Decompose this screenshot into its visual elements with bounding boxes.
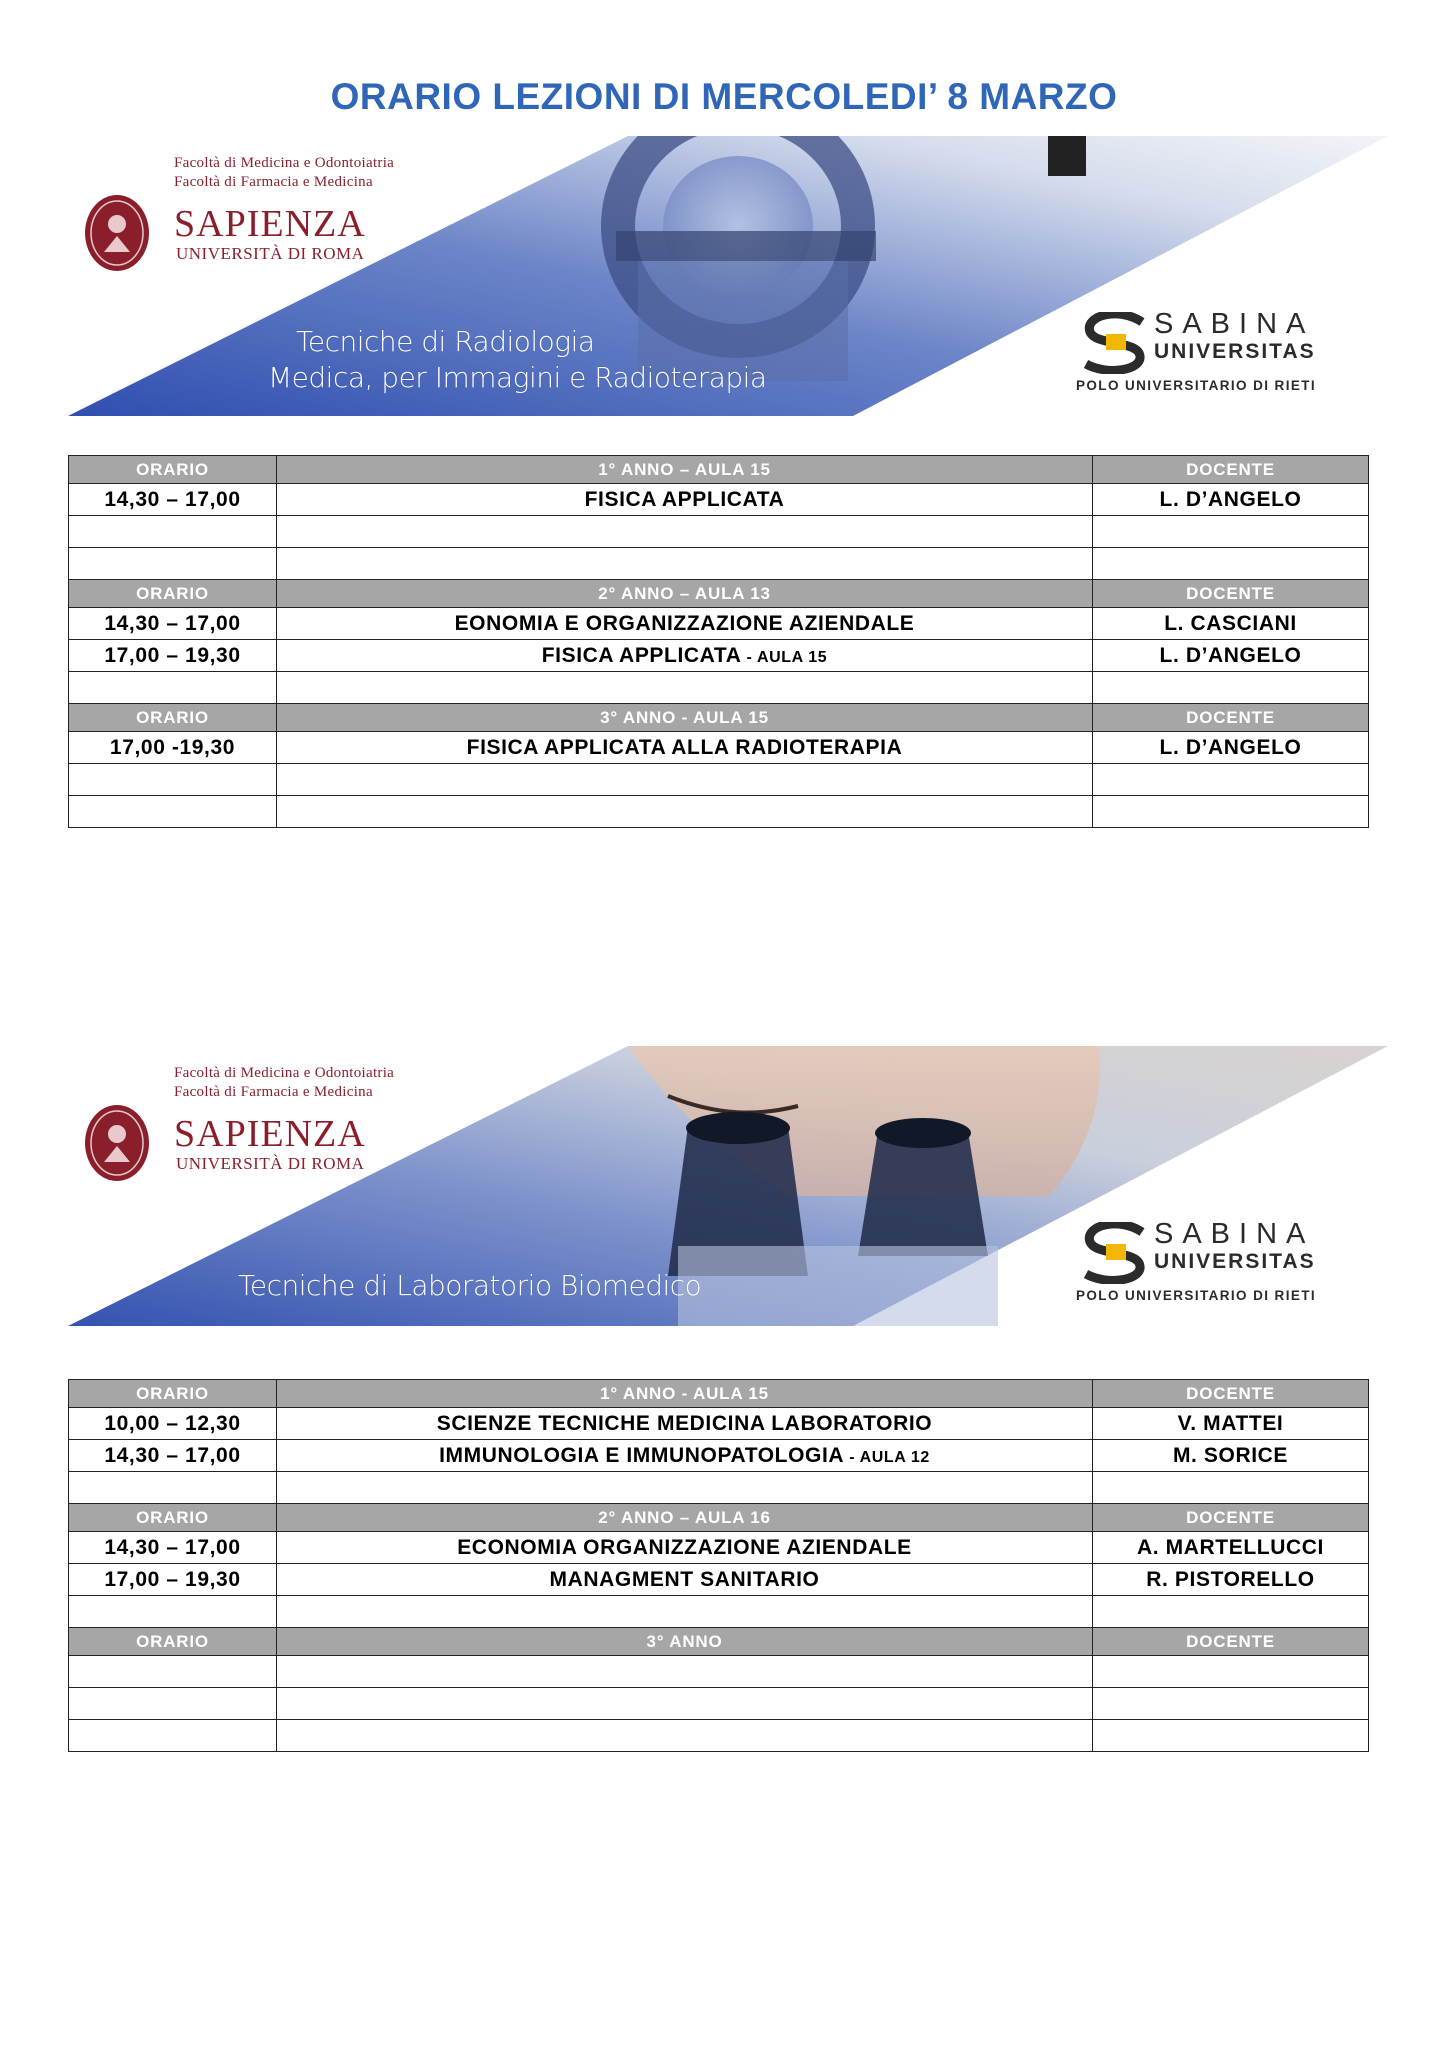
cell-teacher: [1093, 672, 1369, 704]
cell-time: 10,00 – 12,30: [69, 1408, 277, 1440]
cell-teacher: L. CASCIANI: [1093, 608, 1369, 640]
faculty-line-1: Facoltà di Medicina e Odontoiatria: [174, 155, 395, 171]
cell-teacher: R. PISTORELLO: [1093, 1564, 1369, 1596]
table-row: [69, 796, 1369, 828]
table-header-row: [69, 1628, 1369, 1656]
course-line-1: Tecniche di Radiologia: [296, 325, 595, 358]
cell-time: 17,00 -19,30: [69, 732, 277, 764]
schedule-table-radiologia: [68, 455, 1369, 828]
table-row: [69, 1656, 1369, 1688]
header-time: ORARIO: [69, 580, 277, 608]
cell-teacher: L. D’ANGELO: [1093, 732, 1369, 764]
header-time: ORARIO: [69, 704, 277, 732]
cell-subject: [277, 548, 1093, 580]
cell-teacher: [1093, 764, 1369, 796]
cell-teacher: [1093, 1472, 1369, 1504]
cell-time: [69, 796, 277, 828]
cell-time: 17,00 – 19,30: [69, 1564, 277, 1596]
table-row: [69, 1596, 1369, 1628]
faculty-names: [174, 154, 394, 192]
cell-time: 14,30 – 17,00: [69, 608, 277, 640]
table-row: [69, 672, 1369, 704]
table-row: [69, 732, 1369, 764]
cell-subject: [277, 608, 1093, 640]
header-teacher: DOCENTE: [1093, 704, 1369, 732]
cell-teacher: [1093, 548, 1369, 580]
course-line-2: Medica, per Immagini e Radioterapia: [268, 361, 767, 394]
course-line-1: Tecniche di Laboratorio Biomedico: [238, 1269, 702, 1302]
cell-subject: [277, 1440, 1093, 1472]
cell-time: [69, 1472, 277, 1504]
cell-time: [69, 1596, 277, 1628]
table-row: [69, 516, 1369, 548]
cell-teacher: L. D’ANGELO: [1093, 484, 1369, 516]
subject-text: FISICA APPLICATA: [541, 643, 742, 667]
cell-time: 14,30 – 17,00: [69, 1532, 277, 1564]
cell-teacher: L. D’ANGELO: [1093, 640, 1369, 672]
page-title: ORARIO LEZIONI DI MERCOLEDI’ 8 MARZO: [330, 76, 1118, 117]
room-suffix: - AULA 12: [844, 1448, 930, 1466]
cell-teacher: V. MATTEI: [1093, 1408, 1369, 1440]
room-suffix: - AULA 15: [741, 648, 828, 666]
cell-subject: [277, 1472, 1093, 1504]
cell-time: [69, 1720, 277, 1752]
header-subject: 2° ANNO – AULA 16: [277, 1504, 1093, 1532]
cell-subject: [277, 640, 1093, 672]
cell-time: [69, 516, 277, 548]
header-teacher: DOCENTE: [1093, 1380, 1369, 1408]
table-row: [69, 1720, 1369, 1752]
cell-teacher: [1093, 796, 1369, 828]
header-subject: 1° ANNO – AULA 15: [277, 456, 1093, 484]
table-row: [69, 764, 1369, 796]
table-row: [69, 484, 1369, 516]
faculty-line-1: Facoltà di Medicina e Odontoiatria: [174, 1065, 395, 1081]
university-city: UNIVERSITÀ DI ROMA: [176, 244, 365, 263]
header-subject: 3° ANNO - AULA 15: [277, 704, 1093, 732]
table-header-row: [69, 1504, 1369, 1532]
cell-subject: [277, 732, 1093, 764]
cell-subject: [277, 672, 1093, 704]
header-teacher: DOCENTE: [1093, 580, 1369, 608]
header-time: ORARIO: [69, 456, 277, 484]
cell-time: 14,30 – 17,00: [69, 484, 277, 516]
partner-name: SABINA: [1154, 308, 1315, 340]
cell-subject: [277, 1656, 1093, 1688]
schedule-table-laboratorio: [68, 1379, 1369, 1752]
cell-time: [69, 548, 277, 580]
table-row: [69, 1688, 1369, 1720]
cell-subject: [277, 1720, 1093, 1752]
subject-text: EONOMIA E ORGANIZZAZIONE AZIENDALE: [454, 611, 915, 635]
course-name-laboratorio: [238, 1268, 701, 1304]
cell-time: [69, 1688, 277, 1720]
header-subject: 2° ANNO – AULA 13: [277, 580, 1093, 608]
header-subject: 3° ANNO: [277, 1628, 1093, 1656]
university-city: UNIVERSITÀ DI ROMA: [176, 1154, 365, 1173]
header-time: ORARIO: [69, 1504, 277, 1532]
header-teacher: DOCENTE: [1093, 1628, 1369, 1656]
university-name: SAPIENZA: [174, 203, 366, 245]
cell-teacher: [1093, 516, 1369, 548]
table-row: [69, 1440, 1369, 1472]
sabina-s-icon: [1078, 312, 1150, 374]
cell-subject: [277, 1408, 1093, 1440]
cell-time: 17,00 – 19,30: [69, 640, 277, 672]
cell-time: [69, 672, 277, 704]
table-row: [69, 1564, 1369, 1596]
subject-text: FISICA APPLICATA ALLA RADIOTERAPIA: [466, 735, 903, 759]
header-time: ORARIO: [69, 1380, 277, 1408]
cell-subject: [277, 1532, 1093, 1564]
header-teacher: DOCENTE: [1093, 456, 1369, 484]
table-header-row: [69, 704, 1369, 732]
sabina-s-icon: [1078, 1222, 1150, 1284]
subject-text: ECONOMIA ORGANIZZAZIONE AZIENDALE: [457, 1535, 912, 1559]
table-header-row: [69, 1380, 1369, 1408]
table-row: [69, 1408, 1369, 1440]
header-teacher: DOCENTE: [1093, 1504, 1369, 1532]
subject-text: IMMUNOLOGIA E IMMUNOPATOLOGIA: [439, 1443, 845, 1467]
table-row: [69, 1472, 1369, 1504]
cell-teacher: M. SORICE: [1093, 1440, 1369, 1472]
table-row: [69, 608, 1369, 640]
cell-teacher: [1093, 1720, 1369, 1752]
cell-time: [69, 1656, 277, 1688]
cell-subject: [277, 516, 1093, 548]
subject-text: SCIENZE TECNICHE MEDICINA LABORATORIO: [436, 1411, 933, 1435]
cell-teacher: [1093, 1596, 1369, 1628]
banner-radiologia: [68, 136, 1388, 416]
cell-time: [69, 764, 277, 796]
cell-teacher: [1093, 1656, 1369, 1688]
cell-subject: [277, 1596, 1093, 1628]
partner-tagline: POLO UNIVERSITARIO DI RIETI: [1076, 1288, 1317, 1303]
sapienza-seal-icon: [84, 1104, 150, 1182]
partner-tagline: POLO UNIVERSITARIO DI RIETI: [1076, 378, 1317, 393]
sabina-logo: [1068, 1216, 1368, 1316]
partner-sub: UNIVERSITAS: [1154, 340, 1316, 363]
table-header-row: [69, 580, 1369, 608]
cell-subject: [277, 484, 1093, 516]
cell-subject: [277, 764, 1093, 796]
cell-subject: [277, 796, 1093, 828]
faculty-line-2: Facoltà di Farmacia e Medicina: [174, 174, 373, 190]
cell-subject: [277, 1564, 1093, 1596]
header-subject: 1° ANNO - AULA 15: [277, 1380, 1093, 1408]
partner-name: SABINA: [1154, 1218, 1315, 1250]
course-name-radiologia: [268, 324, 767, 396]
faculty-names: [174, 1064, 394, 1102]
sabina-logo: [1068, 306, 1368, 406]
subject-text: MANAGMENT SANITARIO: [549, 1567, 820, 1591]
sapienza-seal-icon: [84, 194, 150, 272]
cell-teacher: A. MARTELLUCCI: [1093, 1532, 1369, 1564]
cell-subject: [277, 1688, 1093, 1720]
cell-teacher: [1093, 1688, 1369, 1720]
table-header-row: [69, 456, 1369, 484]
cell-time: 14,30 – 17,00: [69, 1440, 277, 1472]
table-row: [69, 1532, 1369, 1564]
banner-laboratorio: [68, 1046, 1388, 1326]
subject-text: FISICA APPLICATA: [584, 487, 785, 511]
partner-sub: UNIVERSITAS: [1154, 1250, 1316, 1273]
header-time: ORARIO: [69, 1628, 277, 1656]
university-name: SAPIENZA: [174, 1113, 366, 1155]
table-row: [69, 640, 1369, 672]
faculty-line-2: Facoltà di Farmacia e Medicina: [174, 1084, 373, 1100]
table-row: [69, 548, 1369, 580]
